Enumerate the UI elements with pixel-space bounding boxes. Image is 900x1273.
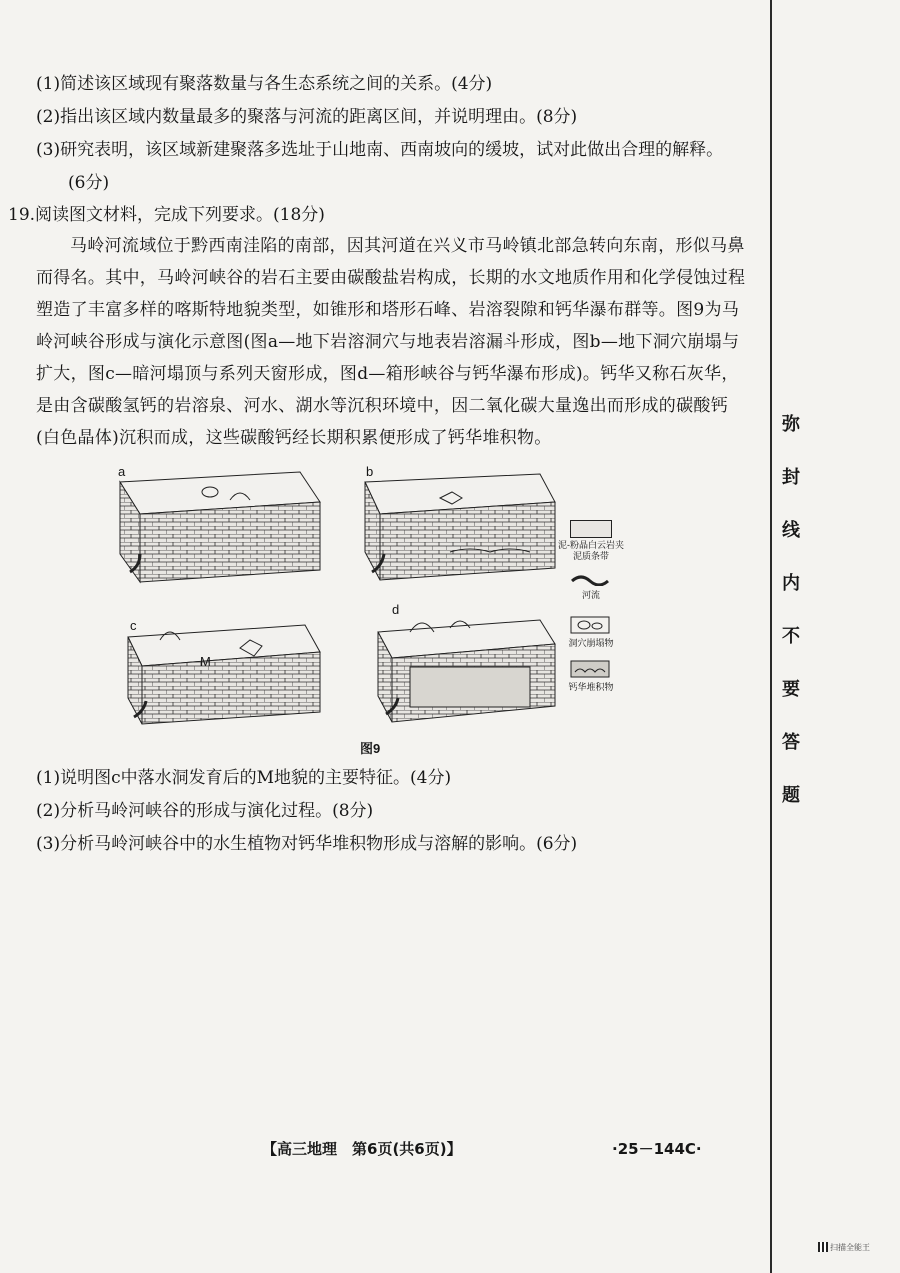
figure-caption: 图9: [360, 741, 381, 756]
panel-a-label: a: [118, 464, 126, 479]
panel-d-label: d: [392, 602, 400, 617]
q18-part2: (2)指出该区域内数量最多的聚落与河流的距离区间，并说明理由。(8分): [36, 107, 578, 127]
q18-part3-score: (6分): [68, 173, 110, 193]
q19-part3: (3)分析马岭河峡谷中的水生植物对钙华堆积物形成与溶解的影响。(6分): [36, 834, 578, 854]
legend-rock-label: 泥-粉晶白云岩夹泥质条带: [558, 540, 624, 561]
legend-travertine-label: 钙华堆积物: [568, 682, 614, 692]
seal-char: 不: [782, 626, 800, 647]
q18-part3: (3)研究表明，该区域新建聚落多选址于山地南、西南坡向的缓坡，试对此做出合理的解释。: [36, 140, 724, 160]
seal-char: 线: [782, 520, 800, 541]
marker-m-label: M: [200, 654, 211, 669]
q19-passage: 马岭河流域位于黔西南洼陷的南部，因其河道在兴义市马岭镇北部急转向东南，形似马鼻而得名。其中，马岭河峡谷的岩石主要由碳酸盐岩构成，长期的水文地质作用和化学侵蚀过程塑造了丰富多样的喀斯特地貌类型，如锥形和塔形石峰、岩溶裂隙和钙华瀑布群等。图9为马岭河峡谷形成与演化示意图(图a—地下岩溶洞穴与地表岩溶漏斗形成，图b—地下洞穴崩塌与扩大，图c—暗河塌顶与系列天窗形成，图d—箱形峡谷与钙华瀑布形成)。钙华又称石灰华，是由含碳酸氢钙的岩溶泉、河水、湖水等沉积环境中，因二氧化碳大量逸出而形成的碳酸钙(白色晶体)沉积而成，这些碳酸钙经长期积累便形成了钙华堆积物。: [36, 236, 746, 448]
cave-debris-icon: [570, 616, 610, 634]
qr-code-icon: [818, 1242, 828, 1252]
seal-char: 题: [782, 785, 800, 806]
seal-char: 弥: [782, 414, 800, 435]
seal-char: 答: [782, 732, 800, 753]
seal-notice: [776, 410, 806, 834]
legend-river-label: 河流: [581, 590, 600, 600]
q19-heading: 19.阅读图文材料，完成下列要求。(18分): [8, 205, 325, 225]
rock-layer-icon: [570, 520, 612, 538]
panel-a-block: [120, 472, 320, 582]
seal-char: 内: [782, 573, 800, 594]
footer-code: ·25－144C·: [612, 1140, 702, 1158]
figure-9: [110, 462, 630, 762]
river-icon: [570, 572, 610, 586]
seal-char: 封: [782, 467, 800, 488]
q19-part2: (2)分析马岭河峡谷的形成与演化过程。(8分): [36, 801, 374, 821]
seal-char: 要: [782, 679, 800, 700]
footer-page-info: 【高三地理 第6页(共6页)】: [262, 1140, 462, 1158]
panel-d-block: [378, 620, 555, 722]
q18-part1: (1)简述该区域现有聚落数量与各生态系统之间的关系。(4分): [36, 74, 493, 94]
travertine-icon: [570, 660, 610, 678]
binding-line: [770, 0, 772, 1273]
panel-b-block: [365, 474, 555, 580]
panel-b-label: b: [366, 464, 374, 479]
panel-c-label: c: [130, 618, 137, 633]
panel-c-block: [128, 625, 320, 724]
q19-part1: (1)说明图c中落水洞发育后的M地貌的主要特征。(4分): [36, 768, 452, 788]
legend-debris-label: 洞穴崩塌物: [568, 638, 614, 648]
scanner-watermark: 扫描全能王: [830, 1243, 870, 1252]
karst-evolution-diagram: [110, 462, 630, 742]
